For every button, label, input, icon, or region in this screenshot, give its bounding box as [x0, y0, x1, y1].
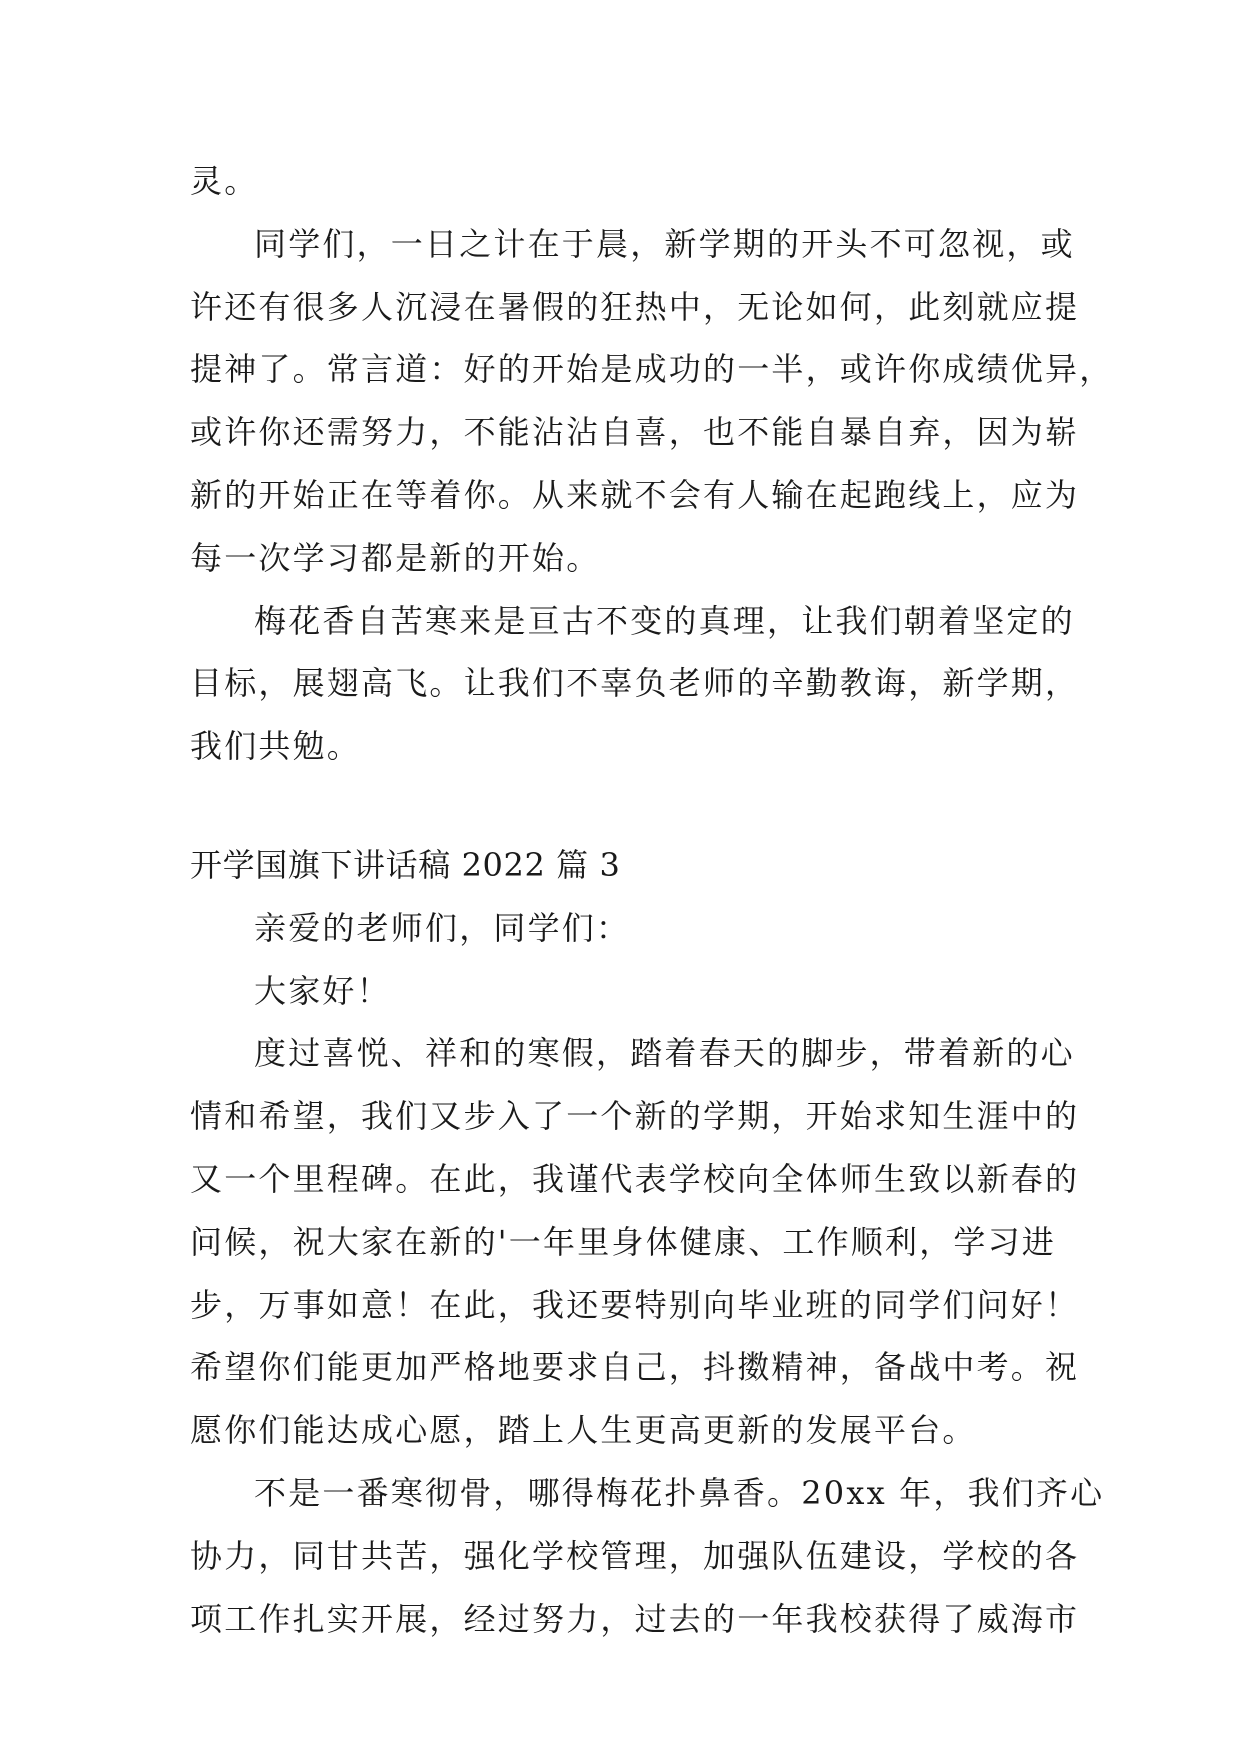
paragraph-start-line: 不是一番寒彻骨，哪得梅花扑鼻香。20xx 年，我们齐心	[254, 1473, 1105, 1512]
text-line: 问候，祝大家在新的'一年里身体健康、工作顺利，学习进	[190, 1222, 1056, 1261]
text-line: 项工作扎实开展，经过努力，过去的一年我校获得了威海市	[190, 1599, 1080, 1638]
text-line: 希望你们能更加严格地要求自己，抖擞精神，备战中考。祝	[190, 1348, 1080, 1387]
text-line: 目标，展翅高飞。让我们不辜负老师的辛勤教诲，新学期，	[190, 664, 1080, 703]
text-line: 提神了。常言道：好的开始是成功的一半，或许你成绩优异，	[190, 350, 1114, 389]
paragraph-start-line: 度过喜悦、祥和的寒假，踏着春天的脚步，带着新的心	[254, 1034, 1075, 1073]
text-line: 新的开始正在等着你。从来就不会有人输在起跑线上，应为	[190, 475, 1080, 514]
text-line: 协力，同甘共苦，强化学校管理，加强队伍建设，学校的各	[190, 1536, 1080, 1575]
text-line: 又一个里程碑。在此，我谨代表学校向全体师生致以新春的	[190, 1159, 1080, 1198]
text-line: 每一次学习都是新的开始。	[190, 538, 601, 577]
document-page	[190, 150, 1114, 1650]
paragraph-start-line: 梅花香自苦寒来是亘古不变的真理，让我们朝着坚定的	[254, 601, 1075, 640]
text-line: 或许你还需努力，不能沾沾自喜，也不能自暴自弃，因为崭	[190, 413, 1080, 452]
text-line: 情和希望，我们又步入了一个新的学期，开始求知生涯中的	[190, 1097, 1080, 1136]
salutation-line: 亲爱的老师们，同学们：	[254, 908, 631, 947]
text-line: 步，万事如意！在此，我还要特别向毕业班的同学们问好！	[190, 1285, 1080, 1324]
text-line: 许还有很多人沉浸在暑假的狂热中，无论如何，此刻就应提	[190, 287, 1080, 326]
section-heading: 开学国旗下讲话稿 2022 篇 3	[190, 845, 621, 884]
paragraph-start-line: 同学们，一日之计在于晨，新学期的开头不可忽视，或	[254, 224, 1075, 263]
text-line: 愿你们能达成心愿，踏上人生更高更新的发展平台。	[190, 1411, 977, 1450]
greeting-line: 大家好！	[254, 971, 391, 1010]
section-gap	[190, 778, 1055, 834]
text-line: 我们共勉。	[190, 727, 362, 766]
text-line: 灵。	[190, 162, 259, 200]
